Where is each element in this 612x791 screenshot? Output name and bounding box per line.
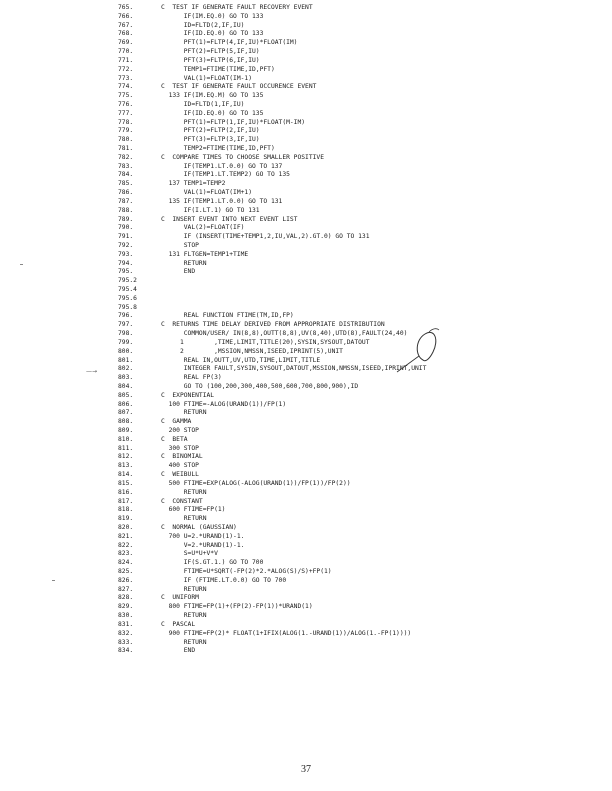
line-number: 808.: [118, 418, 134, 426]
line-number: 817.: [118, 497, 134, 505]
code-line: [118, 445, 598, 454]
code-line: [118, 630, 598, 639]
line-number: 772.: [118, 65, 134, 73]
code-text: C TEST IF GENERATE FAULT OCCURENCE EVENT: [161, 83, 317, 91]
code-line: [118, 39, 598, 48]
code-line: [118, 277, 598, 286]
line-number: 822.: [118, 541, 134, 549]
line-number: 821.: [118, 532, 134, 540]
code-text: C PASCAL: [161, 620, 196, 628]
line-number: 780.: [118, 136, 134, 144]
code-text: 135 IF(TEMP1.LT.0.0) GO TO 131: [161, 197, 283, 205]
code-line: [118, 233, 598, 242]
line-number: 813.: [118, 462, 134, 470]
code-text: TEMP2=FTIME(TIME,ID,PFT): [161, 145, 275, 152]
code-text: 700 U=2.*URAND(1)-1.: [161, 532, 245, 540]
code-text: IF (FTIME.LT.0.0) GO TO 700: [161, 576, 287, 584]
code-text: C BETA: [161, 435, 188, 443]
code-line: [118, 268, 598, 277]
code-line: [118, 339, 598, 348]
code-line: [118, 216, 598, 225]
code-text: C BINOMIAL: [161, 453, 203, 461]
code-line: [118, 304, 598, 313]
line-number: 776.: [118, 100, 134, 108]
code-line: [118, 224, 598, 233]
line-number: 795.: [118, 268, 134, 276]
line-number: 792.: [118, 241, 134, 249]
line-number: 833.: [118, 638, 134, 646]
code-text: IF(TEMP1.LT.0.0) GO TO 137: [161, 162, 283, 170]
code-text: PFT(3)=FLTP(6,IF,IU): [161, 56, 260, 64]
line-number: 809.: [118, 427, 134, 434]
code-line: [118, 621, 598, 630]
code-line: [118, 498, 598, 507]
margin-arrow-mark: —→: [86, 368, 98, 375]
line-number: 810.: [118, 435, 134, 443]
line-number: 805.: [118, 391, 134, 399]
code-text: 200 STOP: [161, 427, 199, 434]
line-number: 769.: [118, 39, 134, 47]
line-number: 788.: [118, 206, 134, 214]
code-line: [118, 515, 598, 524]
line-number: 771.: [118, 56, 134, 64]
code-line: [118, 603, 598, 612]
code-listing: [118, 4, 598, 656]
code-line: [118, 506, 598, 515]
code-line: [118, 295, 598, 304]
code-line: [118, 57, 598, 66]
line-number: 798.: [118, 330, 134, 338]
line-number: 793.: [118, 250, 134, 258]
code-line: [118, 357, 598, 366]
code-line: [118, 119, 598, 128]
line-number: 795.2: [118, 277, 137, 285]
code-text: VAL(1)=FLOAT(IM+1): [161, 189, 252, 197]
code-line: [118, 568, 598, 577]
code-line: [118, 30, 598, 39]
code-line: [118, 647, 598, 656]
code-line: [118, 242, 598, 251]
code-text: IF(S.GT.1.) GO TO 700: [161, 559, 264, 567]
code-line: [118, 383, 598, 392]
code-text: PFT(2)=FLTP(5,IF,IU): [161, 48, 260, 56]
code-text: V=2.*URAND(1)-1.: [161, 541, 245, 549]
line-number: 831.: [118, 620, 134, 628]
line-number: 815.: [118, 479, 134, 487]
line-number: 811.: [118, 444, 134, 452]
code-line: [118, 348, 598, 357]
code-text: END: [161, 647, 196, 655]
code-text: RETURN: [161, 488, 207, 496]
line-number: 789.: [118, 215, 134, 223]
code-text: STOP: [161, 241, 199, 249]
code-line: [118, 110, 598, 119]
line-number: 781.: [118, 145, 134, 152]
line-number: 830.: [118, 612, 134, 620]
code-line: [118, 83, 598, 92]
line-number: 794.: [118, 259, 134, 267]
code-text: RETURN: [161, 612, 207, 620]
line-number: 784.: [118, 171, 134, 179]
line-number: 834.: [118, 647, 134, 655]
code-line: [118, 48, 598, 57]
code-line: [118, 92, 598, 101]
code-text: 400 STOP: [161, 462, 199, 470]
line-number: 795.8: [118, 303, 137, 311]
code-text: C CONSTANT: [161, 497, 203, 505]
line-number: 800.: [118, 347, 134, 355]
code-text: IF(ID.EQ.0) GO TO 135: [161, 109, 264, 117]
line-number: 795.4: [118, 286, 137, 293]
code-line: [118, 471, 598, 480]
code-line: [118, 550, 598, 559]
line-number: 774.: [118, 83, 134, 91]
line-number: 773.: [118, 74, 134, 82]
code-text: C INSERT EVENT INTO NEXT EVENT LIST: [161, 215, 298, 223]
code-text: C UNIFORM: [161, 594, 199, 602]
code-text: IF(ID.EQ.0) GO TO 133: [161, 30, 264, 38]
code-text: RETURN: [161, 259, 207, 267]
code-line: [118, 171, 598, 180]
code-text: 131 FLTGEN=TEMP1+TIME: [161, 250, 249, 258]
code-text: 600 FTIME=FP(1): [161, 506, 226, 514]
margin-tick-mark: [52, 580, 55, 581]
code-line: [118, 22, 598, 31]
code-text: GO TO (100,200,300,400,500,600,700,800,900),ID: [161, 382, 359, 390]
code-text: RETURN: [161, 638, 207, 646]
code-text: C EXPONENTIAL: [161, 391, 215, 399]
code-line: [118, 374, 598, 383]
code-line: [118, 66, 598, 75]
code-text: IF(I.LT.1) GO TO 131: [161, 206, 260, 214]
code-line: [118, 180, 598, 189]
code-text: C GAMMA: [161, 418, 192, 426]
code-text: VAL(1)=FLOAT(IM-1): [161, 74, 252, 82]
code-text: C COMPARE TIMES TO CHOOSE SMALLER POSITIVE: [161, 153, 325, 161]
line-number: 767.: [118, 21, 134, 29]
code-text: 133 IF(IM.EQ.M) GO TO 135: [161, 92, 264, 100]
code-line: [118, 260, 598, 269]
code-line: [118, 163, 598, 172]
line-number: 825.: [118, 568, 134, 575]
code-text: 137 TEMP1=TEMP2: [161, 180, 226, 188]
line-number: 799.: [118, 338, 134, 346]
line-number: 782.: [118, 153, 134, 161]
line-number: 786.: [118, 189, 134, 197]
code-text: ID=FLTD(2,IF,IU): [161, 21, 245, 29]
line-number: 824.: [118, 559, 134, 567]
code-text: RETURN: [161, 585, 207, 593]
code-line: [118, 154, 598, 163]
line-number: 820.: [118, 523, 134, 531]
code-text: 300 STOP: [161, 444, 199, 452]
code-line: [118, 365, 598, 374]
code-line: [118, 286, 598, 295]
code-text: PFT(2)=FLTP(2,IF,IU): [161, 127, 260, 135]
line-number: 814.: [118, 471, 134, 479]
line-number: 768.: [118, 30, 134, 38]
code-line: [118, 401, 598, 410]
line-number: 816.: [118, 488, 134, 496]
code-text: VAL(2)=FLOAT(IF): [161, 224, 245, 232]
code-line: [118, 594, 598, 603]
code-line: [118, 480, 598, 489]
code-line: [118, 392, 598, 401]
code-text: IF(TEMP1.LT.TEMP2) GO TO 135: [161, 171, 290, 179]
code-line: [118, 462, 598, 471]
code-text: RETURN: [161, 515, 207, 523]
code-line: [118, 639, 598, 648]
line-number: 765.: [118, 4, 134, 11]
code-text: IF (INSERT(TIME+TEMP1,2,IU,VAL,2).GT.0) GO TO 131: [161, 233, 370, 241]
line-number: 832.: [118, 629, 134, 637]
code-line: [118, 127, 598, 136]
code-text: 500 FTIME=EXP(ALOG(-ALOG(URAND(1))/FP(1))/FP(2)): [161, 479, 351, 487]
code-line: [118, 533, 598, 542]
line-number: 770.: [118, 48, 134, 56]
code-line: [118, 189, 598, 198]
line-number: 766.: [118, 12, 134, 20]
line-number: 778.: [118, 118, 134, 126]
code-text: 2 ,MSSION,NMSSN,ISEED,IPRINT(5),UNIT: [161, 347, 343, 355]
line-number: 818.: [118, 506, 134, 514]
code-line: [118, 524, 598, 533]
line-number: 803.: [118, 374, 134, 382]
line-number: 785.: [118, 180, 134, 188]
code-line: [118, 75, 598, 84]
code-line: [118, 577, 598, 586]
line-number: 804.: [118, 382, 134, 390]
code-line: [118, 418, 598, 427]
line-number: 797.: [118, 321, 134, 329]
code-text: 900 FTIME=FP(2)* FLOAT(1+IFIX(ALOG(1.-URAND(1))/ALOG(1.-FP(1)))): [161, 629, 412, 637]
line-number: 819.: [118, 515, 134, 523]
code-text: 100 FTIME=-ALOG(URAND(1))/FP(1): [161, 400, 287, 408]
line-number: 823.: [118, 550, 134, 558]
code-text: 800 FTIME=FP(1)+(FP(2)-FP(1))*URAND(1): [161, 603, 313, 611]
line-number: 807.: [118, 409, 134, 417]
line-number: 826.: [118, 576, 134, 584]
line-number: 828.: [118, 594, 134, 602]
line-number: 829.: [118, 603, 134, 611]
code-text: PFT(3)=FLTP(3,IF,IU): [161, 136, 260, 144]
code-line: [118, 436, 598, 445]
code-line: [118, 453, 598, 462]
code-text: C TEST IF GENERATE FAULT RECOVERY EVENT: [161, 4, 313, 11]
line-number: 796.: [118, 312, 134, 320]
code-line: [118, 4, 598, 13]
line-number: 802.: [118, 365, 134, 373]
code-line: [118, 198, 598, 207]
code-text: RETURN: [161, 409, 207, 417]
code-line: [118, 330, 598, 339]
code-line: [118, 251, 598, 260]
code-text: INTEGER FAULT,SYSIN,SYSOUT,DATOUT,MSSION,NMSSN,ISEED,IPRINT,UNIT: [161, 365, 427, 373]
line-number: 827.: [118, 585, 134, 593]
code-text: FTIME=U*SQRT(-FP(2)*2.*ALOG(S)/S)+FP(1): [161, 568, 332, 575]
line-number: 795.6: [118, 294, 137, 302]
code-line: [118, 207, 598, 216]
code-text: REAL FUNCTION FTIME(TM,ID,FP): [161, 312, 294, 320]
code-text: COMMON/USER/ IN(8,8),OUTT(8,8),UV(8,40),UTD(8),FAULT(24,40): [161, 330, 408, 338]
code-text: IF(IM.EQ.0) GO TO 133: [161, 12, 264, 20]
code-line: [118, 489, 598, 498]
line-number: 790.: [118, 224, 134, 232]
code-line: [118, 586, 598, 595]
code-line: [118, 312, 598, 321]
code-text: PFT(1)=FLTP(1,IF,IU)*FLOAT(M-IM): [161, 118, 306, 126]
code-text: REAL IN,OUTT,UV,UTD,TIME,LIMIT,TITLE: [161, 356, 321, 364]
line-number: 779.: [118, 127, 134, 135]
code-text: 1 ,TIME,LIMIT,TITLE(20),SYSIN,SYSOUT,DATOUT: [161, 338, 370, 346]
code-line: [118, 612, 598, 621]
code-line: [118, 409, 598, 418]
code-text: END: [161, 268, 196, 276]
margin-tick-mark: [20, 264, 23, 265]
code-line: [118, 427, 598, 436]
code-line: [118, 559, 598, 568]
code-line: [118, 321, 598, 330]
line-number: 783.: [118, 162, 134, 170]
code-text: C RETURNS TIME DELAY DERIVED FROM APPROPRIATE DISTRIBUTION: [161, 321, 385, 329]
line-number: 791.: [118, 233, 134, 241]
page-number: 37: [301, 764, 311, 775]
code-text: PFT(1)=FLTP(4,IF,IU)*FLOAT(IM): [161, 39, 298, 47]
code-line: [118, 542, 598, 551]
line-number: 801.: [118, 356, 134, 364]
line-number: 775.: [118, 92, 134, 100]
code-text: TEMP1=FTIME(TIME,ID,PFT): [161, 65, 275, 73]
line-number: 787.: [118, 197, 134, 205]
line-number: 777.: [118, 109, 134, 117]
code-text: C WEIBULL: [161, 471, 199, 479]
code-line: [118, 136, 598, 145]
code-text: REAL FP(3): [161, 374, 222, 382]
line-number: 806.: [118, 400, 134, 408]
code-line: [118, 13, 598, 22]
line-number: 812.: [118, 453, 134, 461]
code-line: [118, 101, 598, 110]
handwritten-pen-mark: [395, 326, 447, 374]
code-text: C NORMAL (GAUSSIAN): [161, 523, 237, 531]
code-text: ID=FLTD(1,IF,IU): [161, 100, 245, 108]
code-line: [118, 145, 598, 154]
code-text: S=U*U+V*V: [161, 550, 218, 558]
